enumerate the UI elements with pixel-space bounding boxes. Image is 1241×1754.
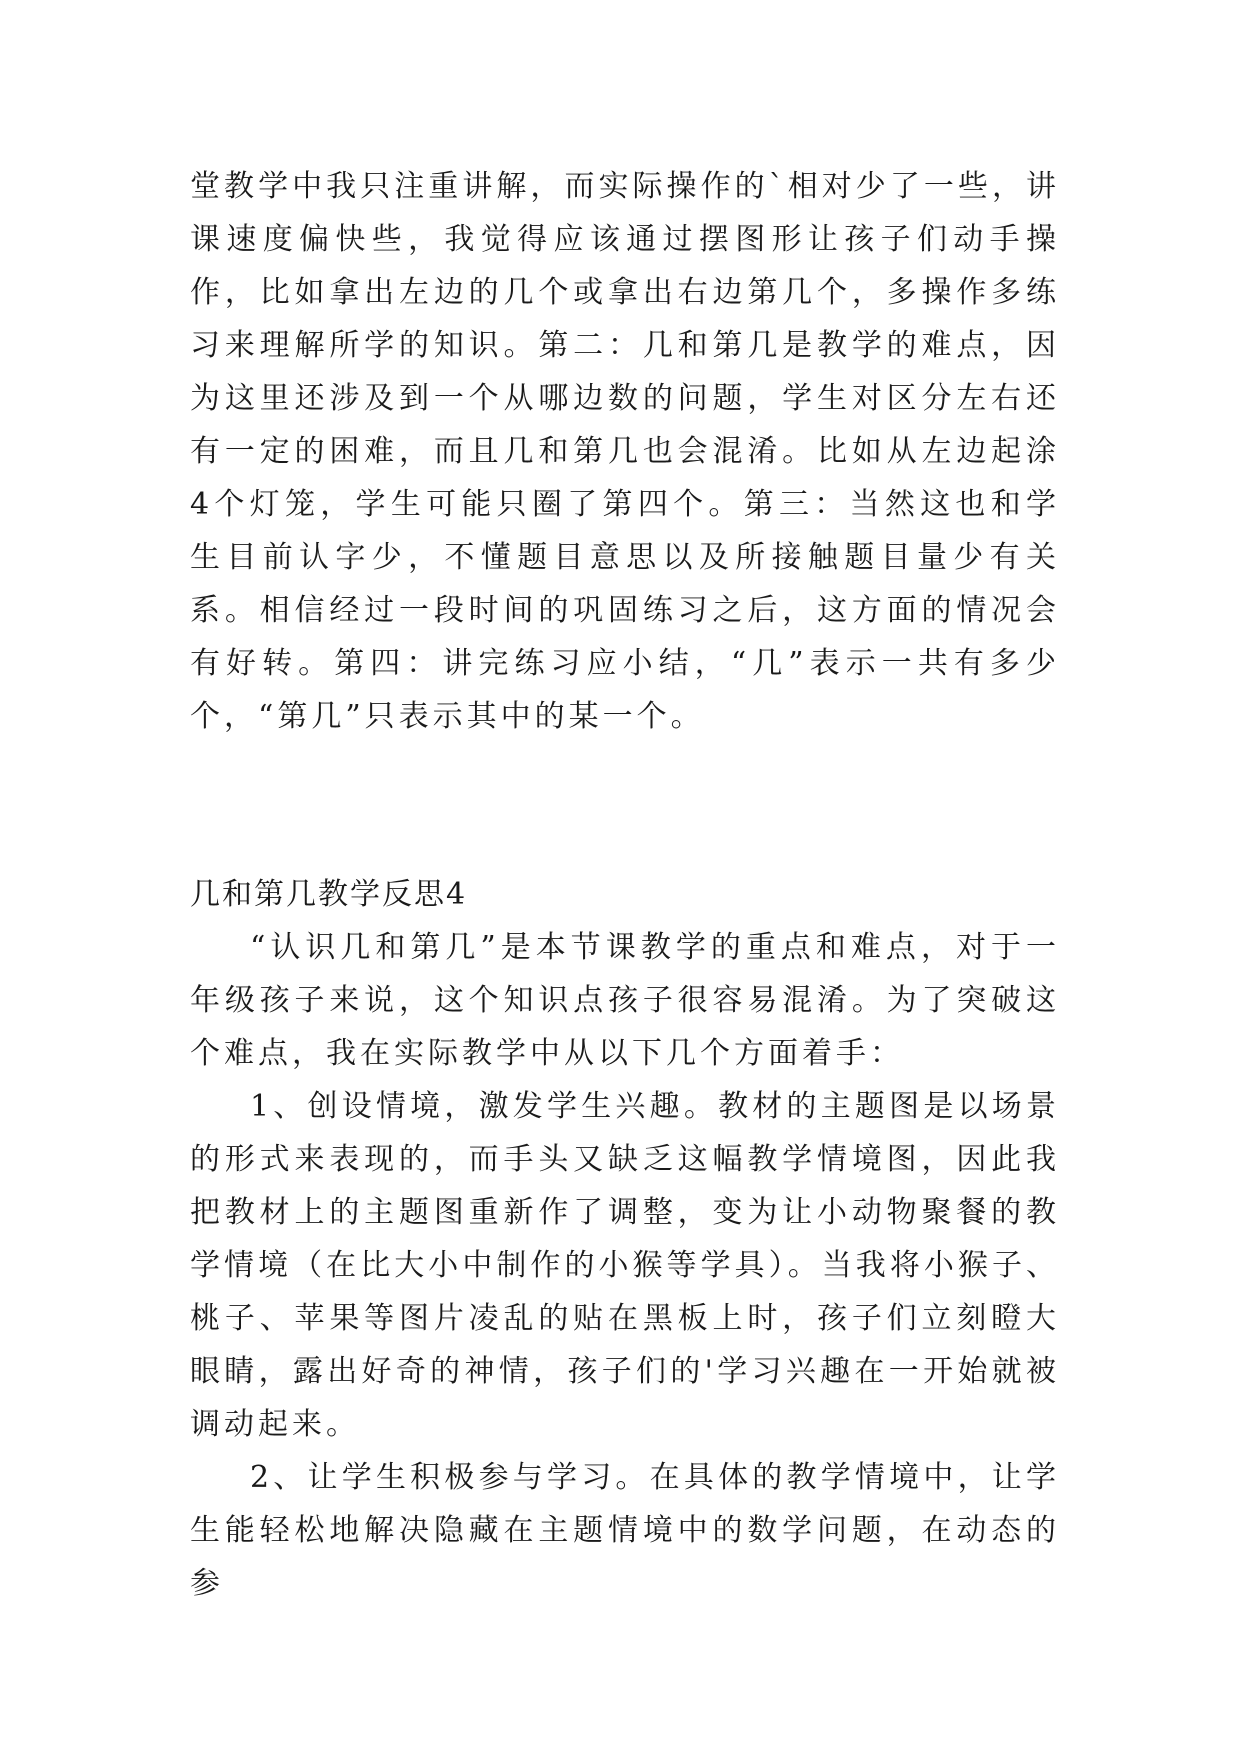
paragraph-point-2: 2、让学生积极参与学习。在具体的教学情境中，让学生能轻松地解决隐藏在主题情境中的数学问题，在动态的参	[190, 1460, 1060, 1601]
section-title: 几和第几教学反思4	[190, 877, 468, 912]
paragraph-point-1: 1、创设情境，激发学生兴趣。教材的主题图是以场景的形式来表现的，而手头又缺乏这幅教学情境图，因此我把教材上的主题图重新作了调整，变为让小动物聚餐的教学情境（在比大小中制作的小猴等学具）。当我将小猴子、桃子、苹果等图片凌乱的贴在黑板上时，孩子们立刻瞪大眼睛，露出好奇的神情，孩子们的'学习兴趣在一开始就被调动起来。	[190, 1089, 1060, 1442]
paragraph-intro: “认识几和第几”是本节课教学的重点和难点，对于一年级孩子来说，这个知识点孩子很容易混淆。为了突破这个难点，我在实际教学中从以下几个方面着手：	[190, 930, 1060, 1071]
continuation-paragraph: 堂教学中我只注重讲解，而实际操作的`相对少了一些，讲课速度偏快些，我觉得应该通过摆图形让孩子们动手操作，比如拿出左边的几个或拿出右边第几个，多操作多练习来理解所学的知识。第二：几和第几是教学的难点，因为这里还涉及到一个从哪边数的问题，学生对区分左右还有一定的困难，而且几和第几也会混淆。比如从左边起涂4个灯笼，学生可能只圈了第四个。第三：当然这也和学生目前认字少，不懂题目意思以及所接触题目量少有关系。相信经过一段时间的巩固练习之后，这方面的情况会有好转。第四：讲完练习应小结，“几”表示一共有多少个，“第几”只表示其中的某一个。	[190, 169, 1060, 734]
continuation-text-block	[190, 160, 1060, 743]
section-body	[190, 921, 1060, 1610]
